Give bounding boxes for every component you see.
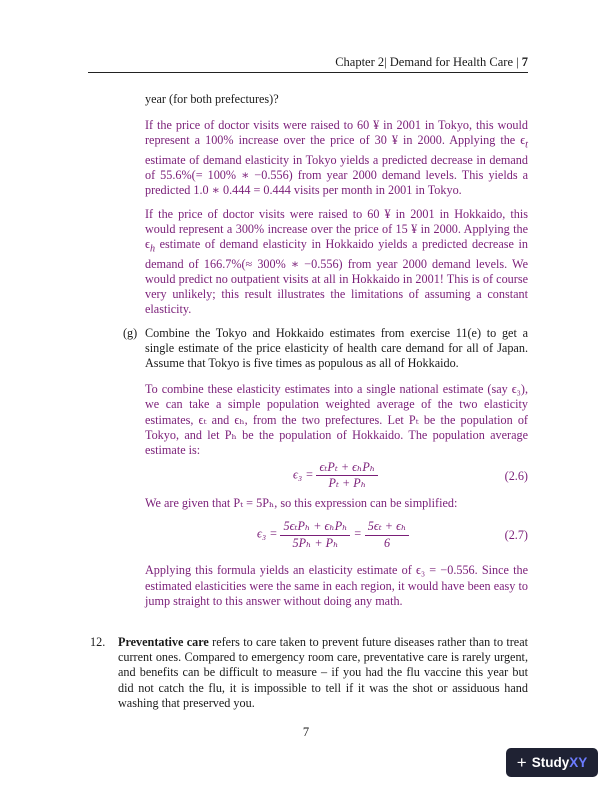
- eq1-tag: (2.6): [504, 469, 528, 484]
- eq1-lhs: ϵ₃ =: [293, 467, 314, 482]
- running-header: [88, 55, 528, 70]
- eq2-fraction-1: [280, 519, 350, 550]
- eq2-fraction-2: [365, 519, 410, 550]
- plus-icon: +: [516, 753, 527, 772]
- header-page-number: 7: [521, 55, 528, 69]
- part-g-answer-3: Applying this formula yields an elasticity estimate of ϵ₃ = −0.556. Since the estimated elasticities were the same in each region, it would have been easy to jump straight to this answer without doing any math.: [145, 563, 528, 608]
- page-number: 7: [302, 725, 310, 739]
- equation-2-7: [145, 517, 528, 555]
- part-g-question: Combine the Tokyo and Hokkaido estimates from exercise 11(e) to get a single estimate of the price elasticity of health care demand for all of Japan. Assume that Tokyo is five times as populous as all of Hokkaido.: [145, 325, 528, 370]
- intro-line: year (for both prefectures)?: [145, 92, 279, 106]
- badge-brand-suffix: XY: [569, 755, 588, 770]
- tokyo-subscript: t: [525, 139, 528, 151]
- tokyo-answer: [145, 118, 528, 198]
- hokkaido-answer: [145, 207, 528, 318]
- question-12-body: refers to care taken to prevent future diseases rather than to treat current ones. Compared to emergency room care, preventative care is rarely urgent, and benefits can be difficult to measure – if you had the flu vaccine this year but did not catch the flu, it is impossible to tell if it was the shot or assiduous hand washing that preserved you.: [118, 634, 528, 710]
- eq2-tag: (2.7): [504, 528, 528, 543]
- header-rule: [88, 72, 528, 73]
- eq2-lhs: ϵ₃ =: [257, 526, 278, 541]
- tokyo-answer-text: If the price of doctor visits were raised to 60 ¥ in 2001 in Tokyo, this would represent a 100% increase over the price of 30 ¥ in 2000. Applying the ϵ: [145, 118, 528, 148]
- eq1-denominator: Pₜ + Pₕ: [328, 476, 367, 491]
- part-g-label: (g): [123, 325, 138, 340]
- page-body: [88, 92, 528, 711]
- eq2-equals: =: [353, 526, 362, 541]
- hokkaido-answer-text: If the price of doctor visits were raised to 60 ¥ in 2001 in Hokkaido, this would represent a 300% increase over the price of 15 ¥ in 2000. Applying the ϵ: [145, 206, 528, 252]
- eq2-denominator-1: 5Pₕ + Pₕ: [292, 535, 339, 550]
- badge-brand-name: Study: [531, 755, 570, 770]
- eq1-numerator: ϵₜPₜ + ϵₕPₕ: [316, 460, 378, 476]
- eq2-numerator-2: 5ϵₜ + ϵₕ: [365, 519, 410, 535]
- studyxy-badge[interactable]: [506, 748, 598, 777]
- hokkaido-answer-rest: estimate of demand elasticity in Hokkaido yields a predicted decrease in demand of 166.7%(≈ 300% ∗ −0.556) from year 2000 demand levels. We would predict no outpatient visits at all in Hokkaido in 2001! This is of course very unlikely; this result illustrates the limitations of assuming a constant elasticity.: [145, 237, 528, 317]
- equation-2-6: [145, 458, 528, 496]
- eq1-fraction: [316, 460, 378, 491]
- question-12-term: Preventative care: [118, 634, 209, 649]
- question-12: [90, 634, 528, 711]
- part-g: [123, 325, 528, 609]
- question-12-label: 12.: [90, 634, 106, 649]
- hokkaido-subscript: h: [149, 243, 156, 255]
- part-g-answer-2: We are given that Pₜ = 5Pₕ, so this expression can be simplified:: [145, 496, 458, 511]
- part-g-answer-1: To combine these elasticity estimates into a single national estimate (say ϵ₃), we can take a simple population weighted average of the two elasticity estimates, ϵₜ and ϵₕ, from the two prefectures. Let Pₜ be the population of Tokyo, and let Pₕ be the population of Hokkaido. The population average estimate is:: [145, 382, 528, 457]
- tokyo-answer-rest: estimate of demand elasticity in Tokyo yields a predicted decrease in demand of 55.6%(= 100% ∗ −0.556) from year 2000 demand levels. This yields a predicted 1.0 ∗ 0.444 = 0.444 visits per month in 2001 in Tokyo.: [145, 153, 528, 198]
- eq2-denominator-2: 6: [383, 535, 391, 550]
- header-chapter: Chapter 2| Demand for Health Care |: [335, 55, 519, 69]
- eq2-numerator-1: 5ϵₜPₕ + ϵₕPₕ: [280, 519, 350, 535]
- question-12-text: [118, 635, 528, 711]
- badge-brand: [532, 755, 588, 770]
